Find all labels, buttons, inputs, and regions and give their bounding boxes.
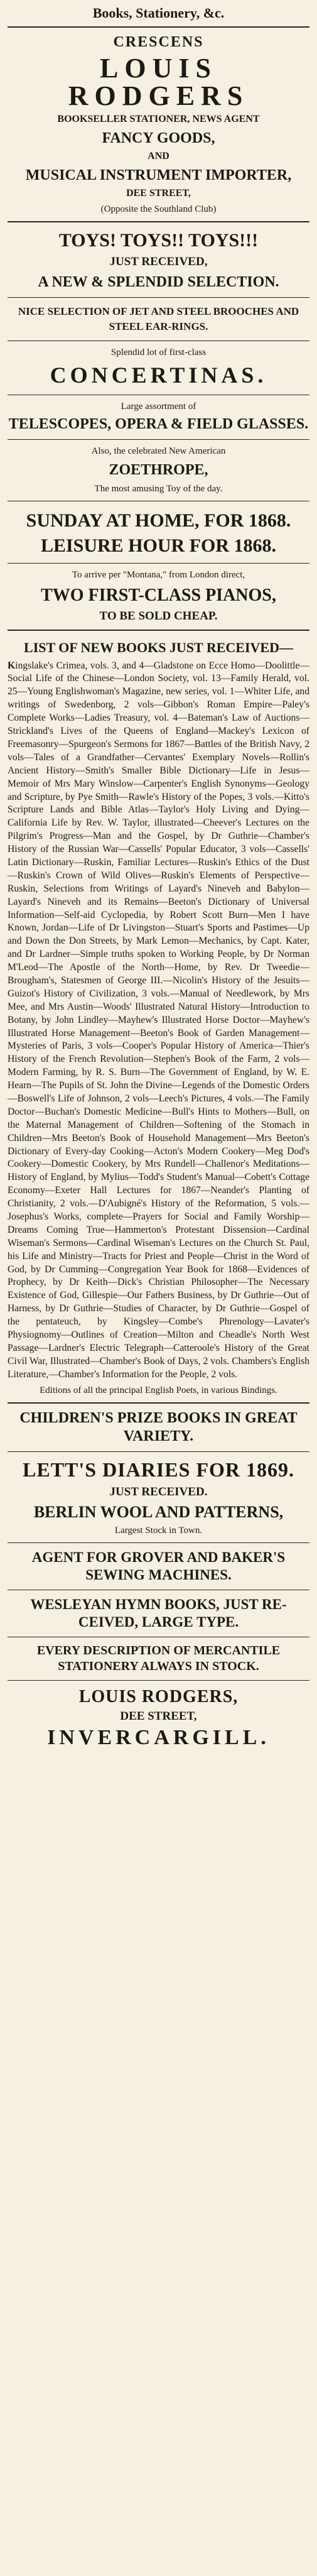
telescopes-heading: TELESCOPES, OPERA & FIELD GLASSES. (8, 415, 309, 432)
stationery-line2: STATIONERY ALWAYS IN STOCK. (58, 1659, 259, 1673)
book-list-title: LIST OF NEW BOOKS JUST RECEIVED— (24, 639, 293, 655)
book-list-initial: K (8, 660, 16, 671)
telescopes-intro: Large assortment of (121, 401, 196, 412)
signature-name: LOUIS RODGERS, (78, 1686, 239, 1706)
shop-location: (Opposite the Southland Club) (100, 204, 217, 214)
book-list-body: ingslake's Crimea, vols. 3, and 4—Gladstone on Ecce Homo—Doolittle—Social Life of the Chinese—London Society, vol. 13—Family Herald, vol. 25—Young Englishwoman's Magazine, new series, vol. 1—Whiter Life, and writings of Swedenborg, 2 vols—Gibbon's Roman Empire—Paley's Complete Works—Ladies Treasury, vol. 4—Bateman's Law of Auctions—Strickland's Lives of the Queens of England—Mackey's Lexicon of Freemasonry—Spurgeon's Sermons for 1867—Battles of the British Navy, 2 vols—Tales of a Grandfather—Cervantes' Exemplary Novels—Rollin's Ancient History—Smith's Smaller Bible Dictionary—Life in Jesus—Memoir of Mrs Mary Winslow—Carpenter's English Synonyms—Geology and Scripture, by Pye Smith—Rawle's History of the Popes, 3 vols.—Kitto's Scripture Lands and Bible Atlas—Taylor's Holy Living and Dying—California Life by Rev. W. Taylor, illustrated—Cheever's Lectures on the Pilgrim's Progress—Man and the Gospel, by Dr Guthrie—Chamber's History of the Russian War—Cassells' Popular Educator, 3 vols—Cassells' Latin Dictionary—Ruskin, Familiar Lectures—Ruskin's Ethics of the Dust—Ruskin's Crown of Wild Olives—Ruskin's Elements of Perspective—Ruskin, Selections from Writings of Layard's Nineveh and Babylon—Layard's Nineveh and its Remains—Beeton's Dictionary of Universal Information—Self-aid Cyclopedia, by Robert Scott Burn—Men I have Known, Jordan—Life of Dr Livingston—Stuart's Sports and Pastimes—Up and Down the Don Streets, by Mark Lemon—Mechanics, by Capt. Kater, and Dr Lardner—Simple truths spoken to Working People, by Dr Norman M'Leod—The Apostle of the North—Home, by Rev. Dr Tweedie—Brougham's, Statesmen of George III.—Nicolin's History of the Jesuits—Guizot's History of Civilization, 3 vols.—Manual of Needlework, by Mrs Mee, and Mrs Austin—Woods' Illustrated Natural History—Introduction to Botany, by John Lindley—Mayhew's Illustrated Horse Doctor—Mayhew's Illustrated Horse Management—Beeton's Book of Garden Management—Mysteries of Paris, 3 vols—Cooper's Popular History of America—Thier's History of the French Revolution—Stephen's Book of the Farm, 2 vols—Modern Farming, by R. S. Burn—The Government of England, by W. E. Hearn—The Pupils of St. John the Divine—Legends of the Domestic Orders—Boswell's Life of Johnson, 2 vols—Leech's Pictures, 4 vols.—The Family Doctor—Buchan's Domestic Medicine—Bull's Hints to Mothers—Bull, on the Maternal Management of Children—Softening of the Stomach in Children—Mrs Beeton's Book of Household Management—Mrs Beeton's Dictionary of Every-day Cooking—Acton's Modern Cookery—Meg Dod's Cookery—Domestic Cookery, by Mrs Rundell—Challenor's Meditations—History of England, by Mylius—Todd's Student's Manual—Cobett's Cottage Economy—Exeter Hall Lectures for 1867—Neander's Planting of Christianity, 2 vols.—D'Aubigné's History of the Reformation, 5 vols.—Josephus's Works, complete—Prayers for Social and Family Worship—Dreams Coming True—Hammerton's Protestant Dissension—Cardinal Wiseman's Sermons—Cardinal Wiseman's Lectures on the Church St. Paul, his Life and Ministry—Tracts for Priest and People—Christ in the Word of God, by Dr Cumming—Congregation Year Book for 1868—Evidences of Prophecy, by Dr Keith—Dick's Christian Philosopher—The Necessary Existence of God, Gillespie—Our Fathers Business, by Dr Guthrie—Out of Harness, by Dr Guthrie—Studies of Character, by Dr Guthrie—Gospel of the pentateuch, by Kingsley—Combe's Phrenology—Lavater's Physiognomy—Outlines of Creation—Milton and Cheadle's North West Passage—Lardner's Electric Telegraph—Catteroole's History of the Great Civil War, Illustrated—Chamber's Book of Days, 2 vols. Chambers's English Literature,—Chamber's Information for the People, 2 vols. (8, 660, 309, 1380)
diaries-just-received: JUST RECEIVED. (109, 1485, 208, 1498)
largest-stock: Largest Stock in Town. (114, 1525, 203, 1536)
musical-importer: MUSICAL INSTRUMENT IMPORTER, (25, 167, 292, 183)
zoetrope-intro: Also, the celebrated New American (91, 445, 226, 456)
book-list (8, 660, 309, 1382)
divider (8, 1451, 309, 1452)
pianos-sold: TO BE SOLD CHEAP. (99, 609, 218, 623)
poets-note: Editions of all the principal English Poets, in various Bindings. (40, 1385, 277, 1395)
berlin-wool: BERLIN WOOL AND PATTERNS, (33, 1502, 284, 1521)
agent-line1: AGENT FOR GROVER AND BAKER'S (31, 1549, 286, 1565)
divider (8, 630, 309, 631)
motto: CRESCENS (113, 34, 204, 50)
prize-books-line1: CHILDREN'S PRIZE BOOKS IN GREAT (19, 1409, 298, 1426)
advertisement-column (8, 0, 309, 1750)
divider (8, 221, 309, 222)
shop-name: LOUIS RODGERS (68, 53, 249, 111)
pianos-arrival: To arrive per "Montana," from London direct, (72, 569, 245, 580)
toys-selection: A NEW & SPLENDID SELECTION. (38, 274, 279, 290)
zoetrope-description: The most amusing Toy of the day. (94, 483, 223, 494)
stationery-line1: EVERY DESCRIPTION OF MERCANTILE (36, 1643, 281, 1657)
concertinas-heading: CONCERTINAS. (50, 362, 267, 388)
trade-description: BOOKSELLER STATIONER, NEWS AGENT (57, 114, 260, 124)
prize-books-line2: VARIETY. (123, 1427, 194, 1444)
leisure-hour: LEISURE HOUR FOR 1868. (40, 535, 277, 556)
concertinas-intro: Splendid lot of first-class (110, 347, 207, 357)
zoetrope-heading: ZOETHROPE, (109, 461, 208, 478)
divider (8, 1680, 309, 1681)
shop-street: DEE STREET, (126, 188, 191, 199)
divider (8, 297, 309, 298)
hymn-books-line1: WESLEYAN HYMN BOOKS, JUST RE- (30, 1596, 287, 1612)
section-header: Books, Stationery, &c. (8, 5, 309, 28)
signature-street: DEE STREET, (120, 1709, 197, 1723)
divider (8, 439, 309, 440)
divider (8, 1402, 309, 1404)
toys-headline: TOYS! TOYS!! TOYS!!! (58, 230, 259, 251)
diaries-heading: LETT'S DIARIES FOR 1869. (23, 1458, 294, 1481)
toys-just-received: JUST RECEIVED, (109, 255, 208, 268)
divider (8, 1542, 309, 1543)
fancy-goods: FANCY GOODS, (102, 130, 215, 146)
divider (8, 563, 309, 564)
hymn-books-line2: CEIVED, LARGE TYPE. (78, 1613, 239, 1630)
jet-brooches: NICE SELECTION OF JET AND STEEL BROOCHES AND STEEL EAR-RINGS. (18, 305, 299, 332)
pianos-heading: TWO FIRST-CLASS PIANOS, (41, 585, 276, 605)
and-text: AND (148, 151, 169, 161)
signature-town: INVERCARGILL. (47, 1725, 270, 1749)
agent-line2: SEWING MACHINES. (85, 1566, 232, 1583)
sunday-at-home: SUNDAY AT HOME, FOR 1868. (26, 510, 291, 531)
